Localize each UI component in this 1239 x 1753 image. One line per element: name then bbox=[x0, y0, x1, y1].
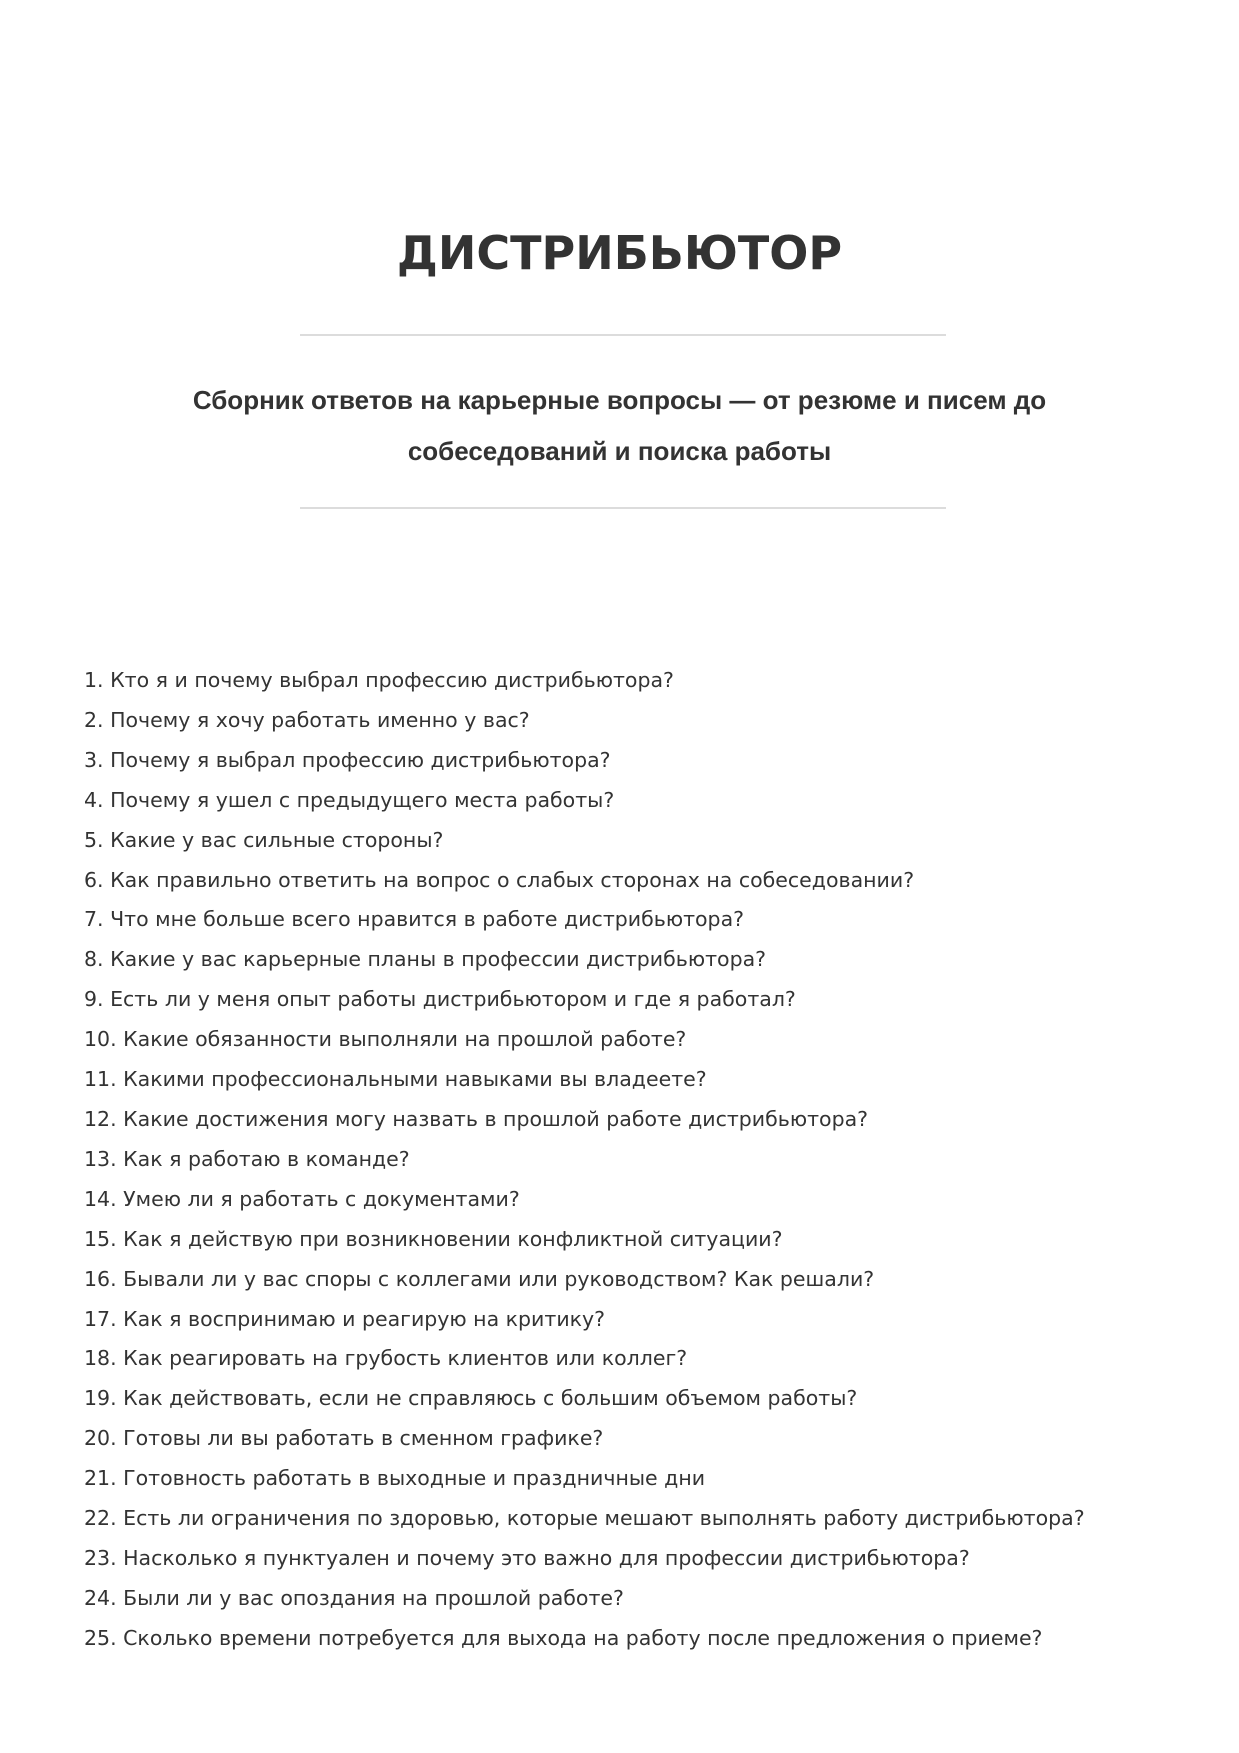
list-item: 4. Почему я ушел с предыдущего места работы? bbox=[84, 787, 615, 812]
list-item: 3. Почему я выбрал профессию дистрибьютора? bbox=[84, 747, 611, 772]
list-item: 2. Почему я хочу работать именно у вас? bbox=[84, 707, 530, 732]
list-item: 23. Насколько я пунктуален и почему это важно для профессии дистрибьютора? bbox=[84, 1545, 970, 1570]
list-item: 11. Какими профессиональными навыками вы владеете? bbox=[84, 1067, 707, 1092]
questions-list bbox=[84, 661, 1085, 1659]
list-item: 1. Кто я и почему выбрал профессию дистрибьютора? bbox=[84, 668, 674, 692]
list-item: 12. Какие достижения могу назвать в прошлой работе дистрибьютора? bbox=[84, 1106, 869, 1131]
list-item: 19. Как действовать, если не справляюсь с большим объемом работы? bbox=[84, 1386, 858, 1411]
list-item: 20. Готовы ли вы работать в сменном графике? bbox=[84, 1426, 604, 1451]
list-item: 22. Есть ли ограничения по здоровью, которые мешают выполнять работу дистрибьютора? bbox=[84, 1506, 1085, 1531]
list-item: 8. Какие у вас карьерные планы в профессии дистрибьютора? bbox=[84, 947, 767, 972]
list-item: 21. Готовность работать в выходные и праздничные дни bbox=[84, 1466, 706, 1491]
list-item: 9. Есть ли у меня опыт работы дистрибьютором и где я работал? bbox=[84, 987, 796, 1012]
list-item: 5. Какие у вас сильные стороны? bbox=[84, 827, 444, 852]
divider-bottom bbox=[300, 507, 946, 509]
list-item: 14. Умею ли я работать с документами? bbox=[84, 1186, 520, 1211]
subtitle: Сборник ответов на карьерные вопросы — от резюме и писем до собеседований и поиска работы bbox=[192, 385, 1047, 466]
list-item: 6. Как правильно ответить на вопрос о слабых сторонах на собеседовании? bbox=[84, 867, 915, 892]
list-item: 25. Сколько времени потребуется для выхода на работу после предложения о приеме? bbox=[84, 1625, 1043, 1650]
list-item: 17. Как я воспринимаю и реагирую на критику? bbox=[84, 1306, 606, 1331]
list-item: 18. Как реагировать на грубость клиентов или коллег? bbox=[84, 1346, 688, 1371]
list-item: 24. Были ли у вас опоздания на прошлой работе? bbox=[84, 1585, 624, 1610]
list-item: 16. Бывали ли у вас споры с коллегами или руководством? Как решали? bbox=[84, 1266, 875, 1291]
divider-top bbox=[300, 334, 946, 336]
list-item: 7. Что мне больше всего нравится в работе дистрибьютора? bbox=[84, 907, 745, 932]
list-item: 13. Как я работаю в команде? bbox=[84, 1146, 410, 1171]
list-item: 10. Какие обязанности выполняли на прошлой работе? bbox=[84, 1027, 687, 1052]
list-item: 15. Как я действую при возникновении конфликтной ситуации? bbox=[84, 1226, 783, 1251]
page-title: ДИСТРИБЬЮТОР bbox=[396, 225, 843, 280]
